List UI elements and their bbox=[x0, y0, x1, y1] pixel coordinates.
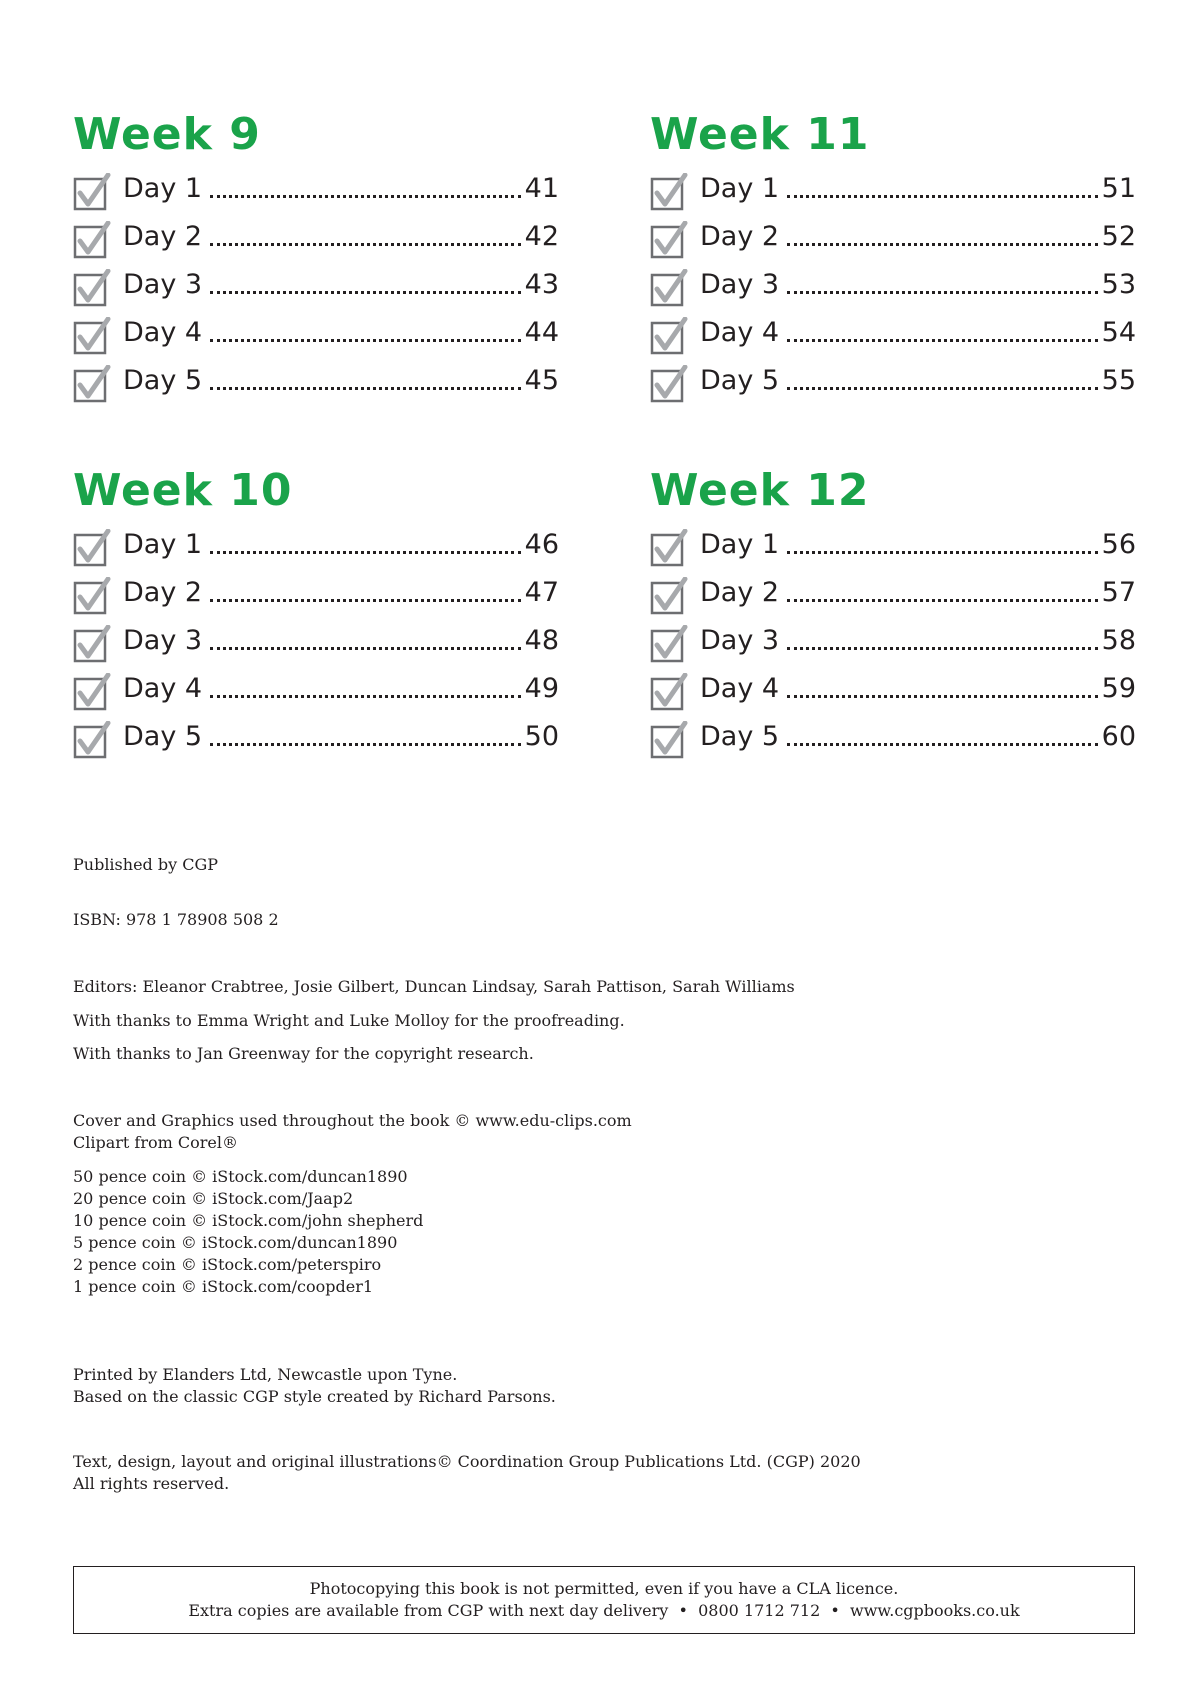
checked-box-icon bbox=[73, 365, 111, 403]
thanks-copyright: With thanks to Jan Greenway for the copyright research. bbox=[73, 1044, 534, 1063]
week-10-section bbox=[73, 462, 559, 760]
dot-leader bbox=[210, 695, 521, 698]
checked-box-icon bbox=[650, 577, 688, 615]
day-row bbox=[73, 212, 559, 260]
day-label: Day 2 bbox=[123, 220, 203, 252]
day-label: Day 3 bbox=[123, 268, 203, 300]
day-row bbox=[650, 664, 1136, 712]
page-number: 55 bbox=[1101, 364, 1136, 396]
page-number: 47 bbox=[524, 576, 559, 608]
checked-box-icon bbox=[73, 269, 111, 307]
photocopy-notice-box bbox=[73, 1566, 1135, 1634]
checked-box-icon bbox=[73, 625, 111, 663]
cover-credit: Cover and Graphics used throughout the book © www.edu-clips.com bbox=[73, 1111, 632, 1130]
checked-box-icon bbox=[650, 173, 688, 211]
day-label: Day 1 bbox=[700, 172, 780, 204]
coin-credit: 1 pence coin © iStock.com/coopder1 bbox=[73, 1277, 374, 1296]
page-number: 49 bbox=[524, 672, 559, 704]
day-label: Day 4 bbox=[700, 316, 780, 348]
checked-box-icon bbox=[73, 577, 111, 615]
day-label: Day 1 bbox=[123, 528, 203, 560]
thanks-proofreading: With thanks to Emma Wright and Luke Molloy for the proofreading. bbox=[73, 1011, 625, 1030]
based-on: Based on the classic CGP style created by Richard Parsons. bbox=[73, 1387, 556, 1406]
day-row bbox=[73, 616, 559, 664]
page-number: 44 bbox=[524, 316, 559, 348]
dot-leader bbox=[787, 599, 1098, 602]
dot-leader bbox=[787, 387, 1098, 390]
dot-leader bbox=[210, 339, 521, 342]
dot-leader bbox=[787, 551, 1098, 554]
published-by: Published by CGP bbox=[73, 855, 219, 874]
page-number: 43 bbox=[524, 268, 559, 300]
dot-leader bbox=[210, 647, 521, 650]
dot-leader bbox=[210, 387, 521, 390]
day-label: Day 2 bbox=[700, 576, 780, 608]
day-row bbox=[73, 712, 559, 760]
week-title: Week 12 bbox=[650, 465, 870, 516]
checked-box-icon bbox=[73, 529, 111, 567]
day-row bbox=[73, 664, 559, 712]
day-row bbox=[650, 520, 1136, 568]
page-number: 56 bbox=[1101, 528, 1136, 560]
printed-by: Printed by Elanders Ltd, Newcastle upon Tyne. bbox=[73, 1365, 458, 1384]
coin-credits bbox=[73, 1166, 423, 1298]
dot-leader bbox=[210, 599, 521, 602]
checked-box-icon bbox=[73, 673, 111, 711]
editors: Editors: Eleanor Crabtree, Josie Gilbert, Duncan Lindsay, Sarah Pattison, Sarah Williams bbox=[73, 977, 795, 996]
dot-leader bbox=[787, 243, 1098, 246]
copyright-line: Text, design, layout and original illustrations© Coordination Group Publications Ltd. (CGP) 2020 bbox=[73, 1452, 861, 1471]
day-row bbox=[650, 568, 1136, 616]
week-title: Week 11 bbox=[650, 109, 870, 160]
day-label: Day 2 bbox=[123, 576, 203, 608]
checked-box-icon bbox=[73, 317, 111, 355]
checked-box-icon bbox=[73, 721, 111, 759]
day-row bbox=[73, 308, 559, 356]
checked-box-icon bbox=[73, 221, 111, 259]
day-label: Day 2 bbox=[700, 220, 780, 252]
dot-leader bbox=[210, 743, 521, 746]
day-row bbox=[650, 212, 1136, 260]
week-title: Week 9 bbox=[73, 109, 261, 160]
day-label: Day 3 bbox=[700, 268, 780, 300]
page-number: 45 bbox=[524, 364, 559, 396]
page-number: 59 bbox=[1101, 672, 1136, 704]
coin-credit: 10 pence coin © iStock.com/john shepherd bbox=[73, 1211, 424, 1230]
page-number: 46 bbox=[524, 528, 559, 560]
page-number: 57 bbox=[1101, 576, 1136, 608]
day-row bbox=[650, 616, 1136, 664]
day-label: Day 4 bbox=[700, 672, 780, 704]
checked-box-icon bbox=[650, 721, 688, 759]
day-row bbox=[650, 260, 1136, 308]
coin-credit: 50 pence coin © iStock.com/duncan1890 bbox=[73, 1167, 408, 1186]
day-label: Day 5 bbox=[123, 720, 203, 752]
day-row bbox=[650, 712, 1136, 760]
page-number: 52 bbox=[1101, 220, 1136, 252]
checked-box-icon bbox=[650, 673, 688, 711]
page-number: 48 bbox=[524, 624, 559, 656]
notice-line-2: Extra copies are available from CGP with next day delivery • 0800 1712 712 • www.cgpbooks.co.uk bbox=[188, 1601, 1020, 1620]
day-row bbox=[73, 164, 559, 212]
coin-credit: 2 pence coin © iStock.com/peterspiro bbox=[73, 1255, 382, 1274]
checked-box-icon bbox=[650, 529, 688, 567]
dot-leader bbox=[787, 339, 1098, 342]
dot-leader bbox=[210, 243, 521, 246]
dot-leader bbox=[787, 291, 1098, 294]
notice-line-1: Photocopying this book is not permitted, even if you have a CLA licence. bbox=[309, 1579, 899, 1598]
day-row bbox=[650, 164, 1136, 212]
day-row bbox=[650, 356, 1136, 404]
isbn: ISBN: 978 1 78908 508 2 bbox=[73, 910, 279, 929]
day-label: Day 1 bbox=[123, 172, 203, 204]
coin-credit: 5 pence coin © iStock.com/duncan1890 bbox=[73, 1233, 398, 1252]
week-12-section bbox=[650, 462, 1136, 760]
coin-credit: 20 pence coin © iStock.com/Jaap2 bbox=[73, 1189, 354, 1208]
checked-box-icon bbox=[650, 365, 688, 403]
checked-box-icon bbox=[73, 173, 111, 211]
week-11-section bbox=[650, 106, 1136, 404]
dot-leader bbox=[787, 195, 1098, 198]
page-number: 41 bbox=[524, 172, 559, 204]
page-number: 53 bbox=[1101, 268, 1136, 300]
printer-info bbox=[73, 1364, 556, 1408]
week-title: Week 10 bbox=[73, 465, 293, 516]
day-row bbox=[73, 356, 559, 404]
page-number: 58 bbox=[1101, 624, 1136, 656]
graphics-credits bbox=[73, 1110, 632, 1154]
checked-box-icon bbox=[650, 221, 688, 259]
dot-leader bbox=[210, 195, 521, 198]
page-number: 54 bbox=[1101, 316, 1136, 348]
day-label: Day 1 bbox=[700, 528, 780, 560]
day-label: Day 4 bbox=[123, 672, 203, 704]
dot-leader bbox=[210, 291, 521, 294]
dot-leader bbox=[787, 647, 1098, 650]
day-label: Day 3 bbox=[700, 624, 780, 656]
day-row bbox=[650, 308, 1136, 356]
checked-box-icon bbox=[650, 317, 688, 355]
page-number: 42 bbox=[524, 220, 559, 252]
day-label: Day 5 bbox=[700, 364, 780, 396]
day-row bbox=[73, 568, 559, 616]
checked-box-icon bbox=[650, 269, 688, 307]
day-label: Day 3 bbox=[123, 624, 203, 656]
day-label: Day 5 bbox=[123, 364, 203, 396]
copyright-info bbox=[73, 1451, 861, 1495]
week-9-section bbox=[73, 106, 559, 404]
checked-box-icon bbox=[650, 625, 688, 663]
rights-line: All rights reserved. bbox=[73, 1474, 230, 1493]
clipart-credit: Clipart from Corel® bbox=[73, 1133, 238, 1152]
page-number: 51 bbox=[1101, 172, 1136, 204]
day-label: Day 5 bbox=[700, 720, 780, 752]
day-row bbox=[73, 520, 559, 568]
dot-leader bbox=[787, 695, 1098, 698]
page-number: 60 bbox=[1101, 720, 1136, 752]
dot-leader bbox=[787, 743, 1098, 746]
page-number: 50 bbox=[524, 720, 559, 752]
dot-leader bbox=[210, 551, 521, 554]
day-label: Day 4 bbox=[123, 316, 203, 348]
day-row bbox=[73, 260, 559, 308]
